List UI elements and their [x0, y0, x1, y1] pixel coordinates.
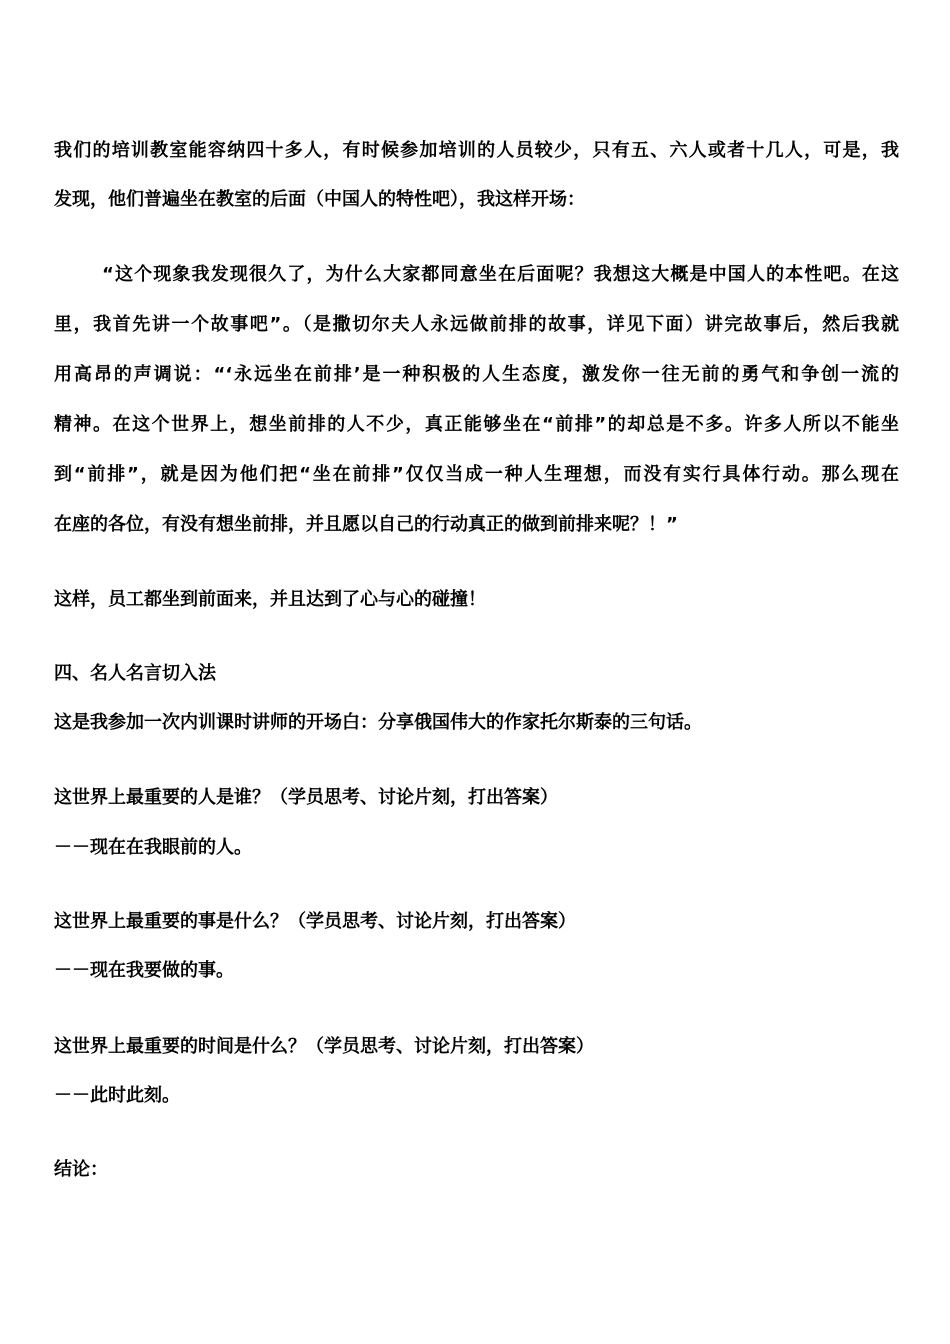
text-line: 到“前排”，就是因为他们把“坐在前排”仅仅当成一种人生理想，而没有实行具体行动。那么现在	[54, 464, 899, 485]
text-line: “这个现象我发现很久了，为什么大家都同意坐在后面呢？我想这大概是中国人的本性吧。在这	[102, 264, 899, 285]
question-1: 这世界上最重要的人是谁？（学员思考、讨论片刻，打出答案）	[54, 787, 558, 808]
answer-2: －－现在我要做的事。	[54, 960, 234, 981]
answer-1: －－现在在我眼前的人。	[54, 837, 252, 858]
paragraph-result: 这样，员工都坐到前面来，并且达到了心与心的碰撞！	[54, 589, 486, 610]
text-line: 发现，他们普遍坐在教室的后面（中国人的特性吧），我这样开场：	[54, 189, 585, 210]
text-line: 精神。在这个世界上，想坐前排的人不少，真正能够坐在“前排”的却总是不多。许多人所以不能坐	[54, 414, 899, 435]
document-page	[54, 0, 899, 1344]
text-line: 我们的培训教室能容纳四十多人，有时候参加培训的人员较少，只有五、六人或者十几人，可是，我	[54, 140, 899, 161]
text-line: 里，我首先讲一个故事吧”。（是撒切尔夫人永远做前排的故事，详见下面）讲完故事后，然后我就	[54, 314, 899, 335]
question-2: 这世界上最重要的事是什么？（学员思考、讨论片刻，打出答案）	[54, 911, 576, 932]
conclusion-label: 结论：	[54, 1159, 108, 1180]
intro-paragraph: 这是我参加一次内训课时讲师的开场白：分享俄国伟大的作家托尔斯泰的三句话。	[54, 712, 702, 733]
section-heading: 四、名人名言切入法	[54, 663, 216, 684]
answer-3: －－此时此刻。	[54, 1085, 180, 1106]
text-line: 用高昂的声调说：“‘永远坐在前排’是一种积极的人生态度，激发你一往无前的勇气和争创一流的	[54, 364, 899, 385]
question-3: 这世界上最重要的时间是什么？（学员思考、讨论片刻，打出答案）	[54, 1036, 594, 1057]
text-line: 在座的各位，有没有想坐前排，并且愿以自己的行动真正的做到前排来呢？！”	[54, 514, 678, 535]
